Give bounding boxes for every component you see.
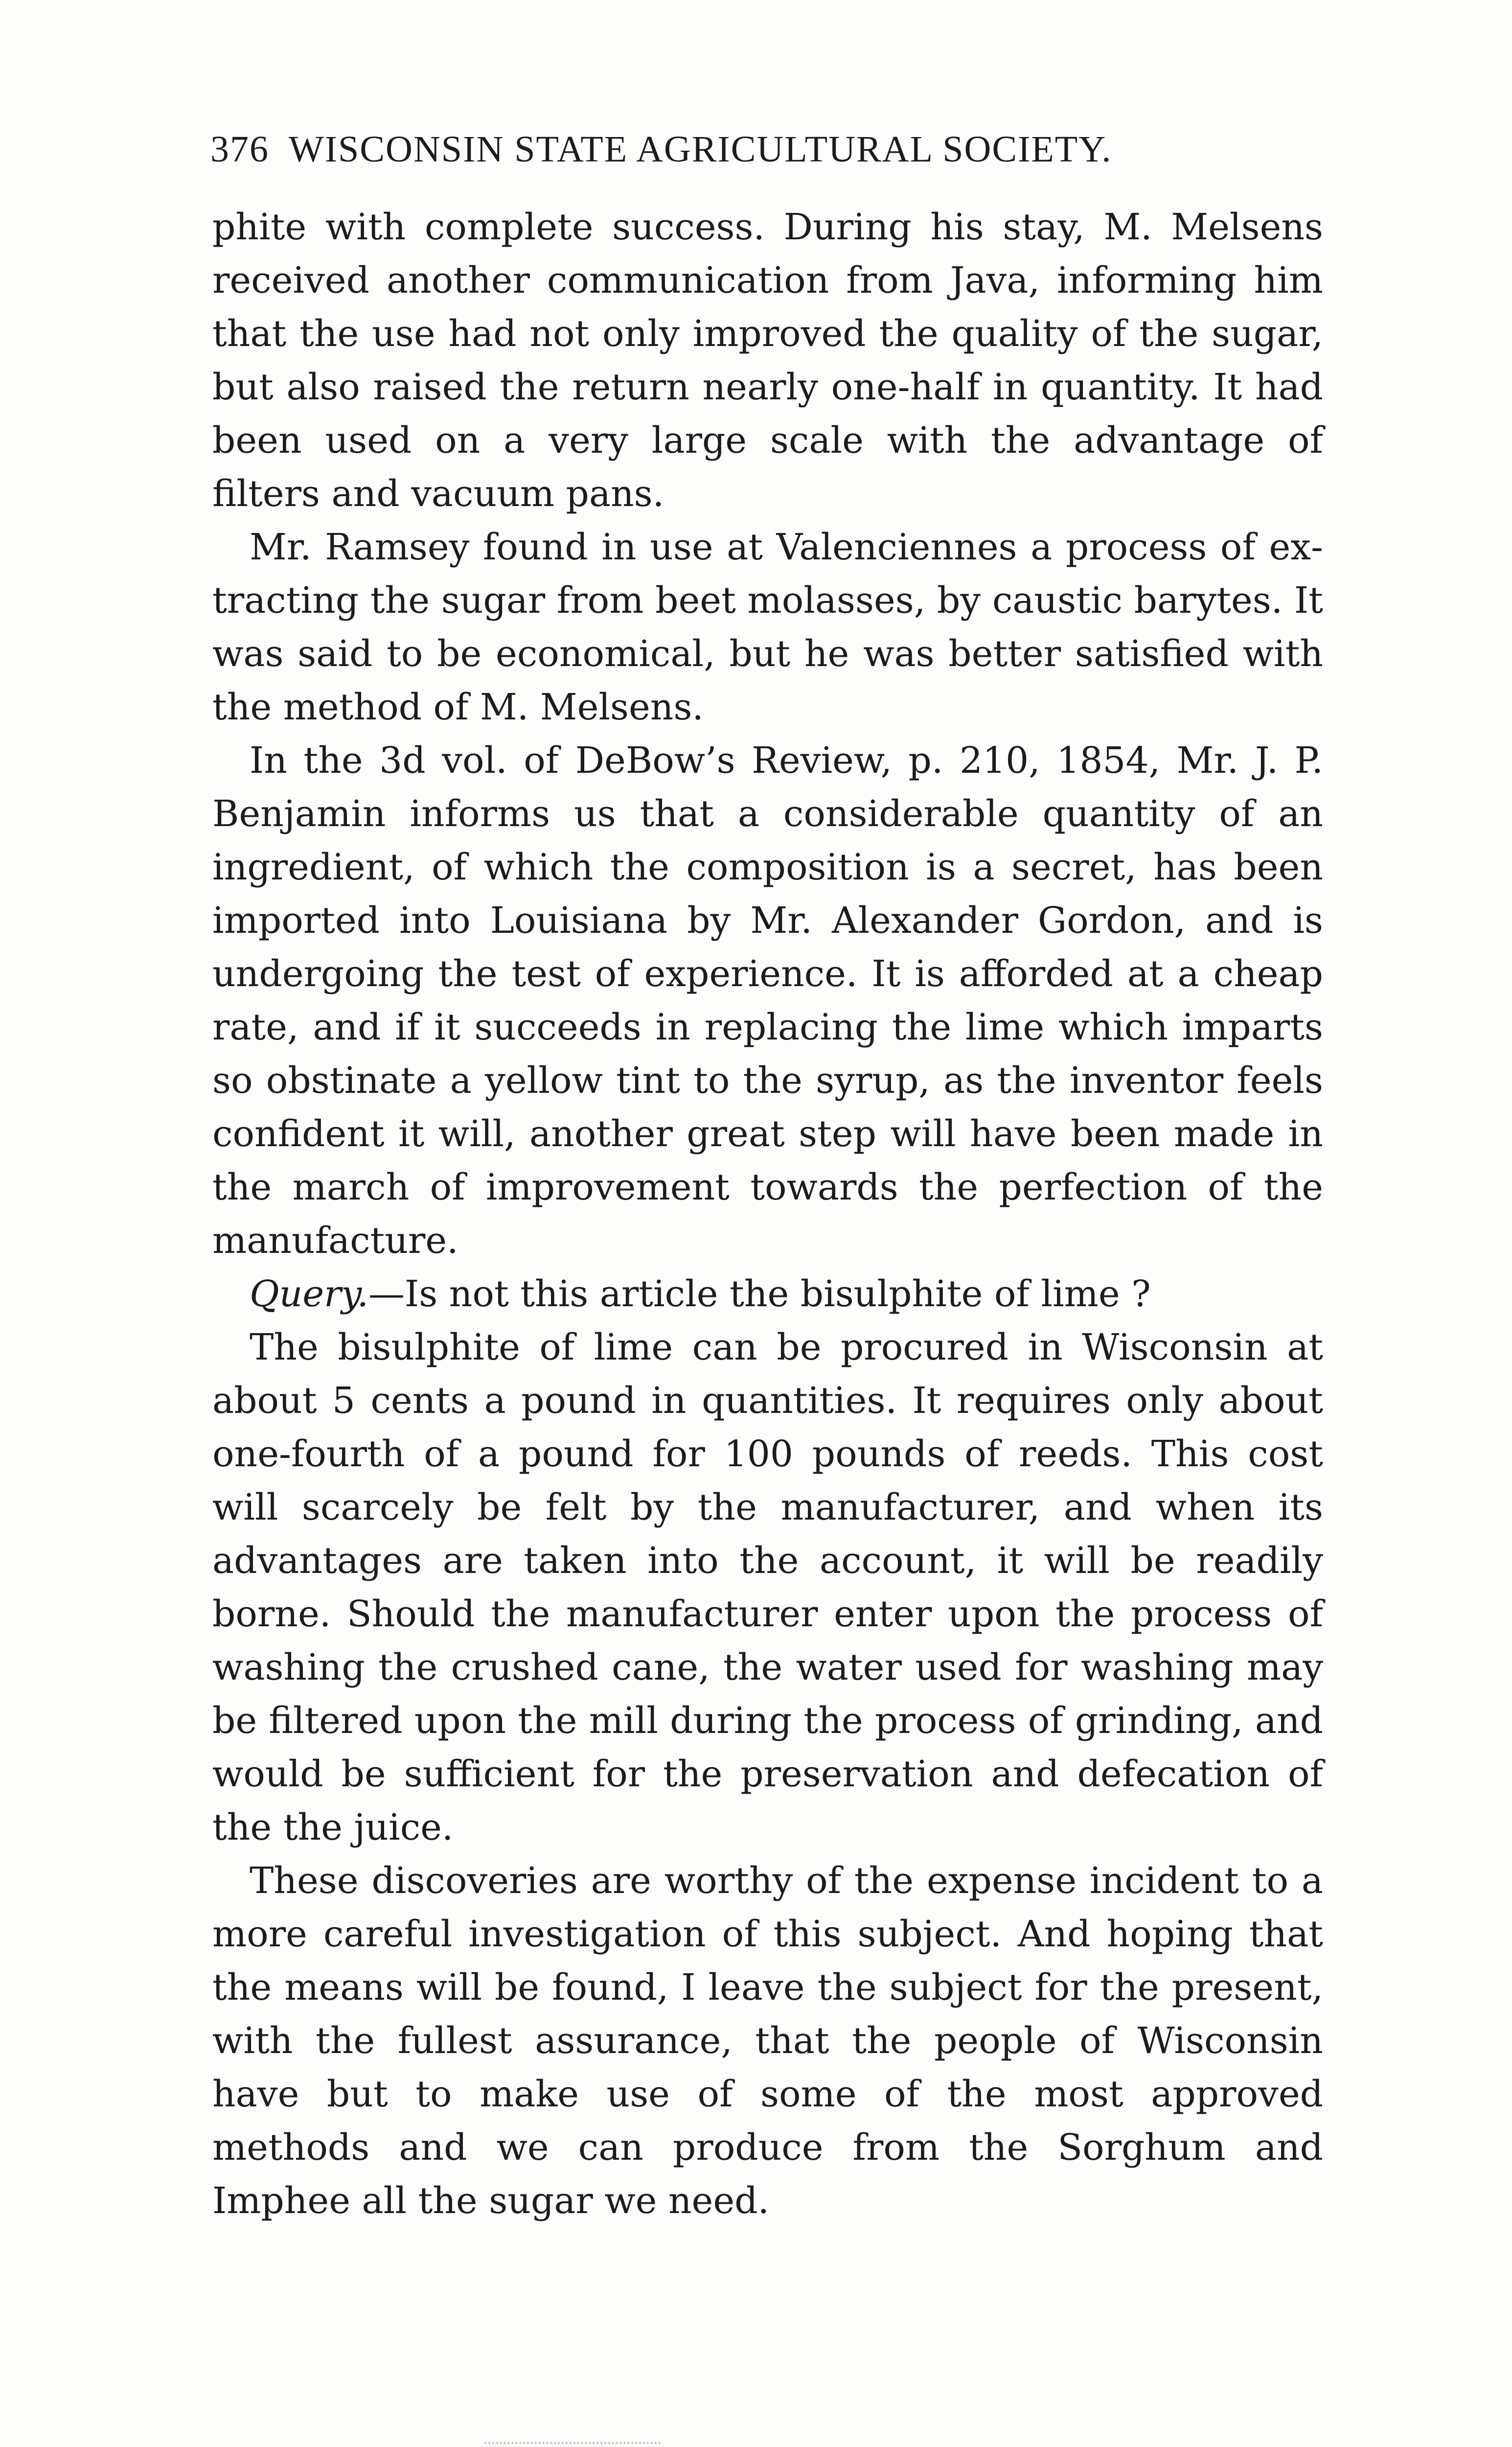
paragraph-text: In the 3d vol. of DeBow’s Review, p. 210, 1854, Mr. J. P. Benjamin informs us that a considerable quantity of an ingredient, of which the composition is a secret, has been imported into Louisiana by Mr. Alexander Gordon, and is undergoing the test of experience. It is afforded at a cheap rate, and if it succeeds in replacing the lime which imparts so obstinate a yellow tint to the syrup, as the inventor feels confident it will, another great step will have been made in the march of improvement towards the perfection of the manufacture. — [212, 739, 1323, 1262]
paragraph-debow-review — [212, 734, 1323, 1268]
paragraph-conclusion — [212, 1854, 1323, 2228]
running-header — [210, 128, 1321, 187]
paragraph-continuation — [212, 201, 1323, 521]
paragraph-text: These discoveries are worthy of the expense incident to a more careful investigation of this subject. And hoping that the means will be found, I leave the subject for the present, with the fullest assurance, that the people of Wisconsin have but to make use of some of the most approved methods and we can produce from the Sorghum and Imphee all the sugar we need. — [212, 1860, 1323, 2222]
page-number: 376 — [210, 129, 269, 170]
paragraph-text: —Is not this article the bisulphite of lime ? — [368, 1273, 1151, 1315]
paragraph-bisulphite — [212, 1321, 1323, 1854]
paragraph-text: Mr. Ramsey found in use at Valenciennes a process of extracting the sugar from beet molasses, by caustic barytes. It was said to be economical, but he was better satisfied with the method of M. Melsens. — [212, 526, 1323, 728]
body-text — [212, 201, 1323, 2228]
query-label: Query. — [250, 1273, 368, 1315]
paragraph-text: The bisulphite of lime can be procured in Wisconsin at about 5 cents a pound in quantities. It requires only about one-fourth of a pound for 100 pounds of reeds. This cost will scarcely be felt by the manufacturer, and when its advantages are taken into the account, it will be readily borne. Should the manufacturer enter upon the process of washing the crushed cane, the water used for washing may be filtered upon the mill during the process of grinding, and would be sufficient for the preservation and defecation of the the juice. — [212, 1326, 1323, 1848]
paragraph-text: phite with complete success. During his stay, M. Melsens received another communication from Java, informing him that the use had not only improved the quality of the sugar, but also raised the return nearly one-half in quantity. It had been used on a very large scale with the advantage of filters and vacuum pans. — [212, 206, 1323, 515]
running-title: WISCONSIN STATE AGRICULTURAL SOCIETY. — [289, 129, 1112, 170]
paragraph-query — [212, 1268, 1323, 1321]
paragraph-ramsey — [212, 521, 1323, 734]
page-speckle-mark — [484, 2442, 661, 2446]
